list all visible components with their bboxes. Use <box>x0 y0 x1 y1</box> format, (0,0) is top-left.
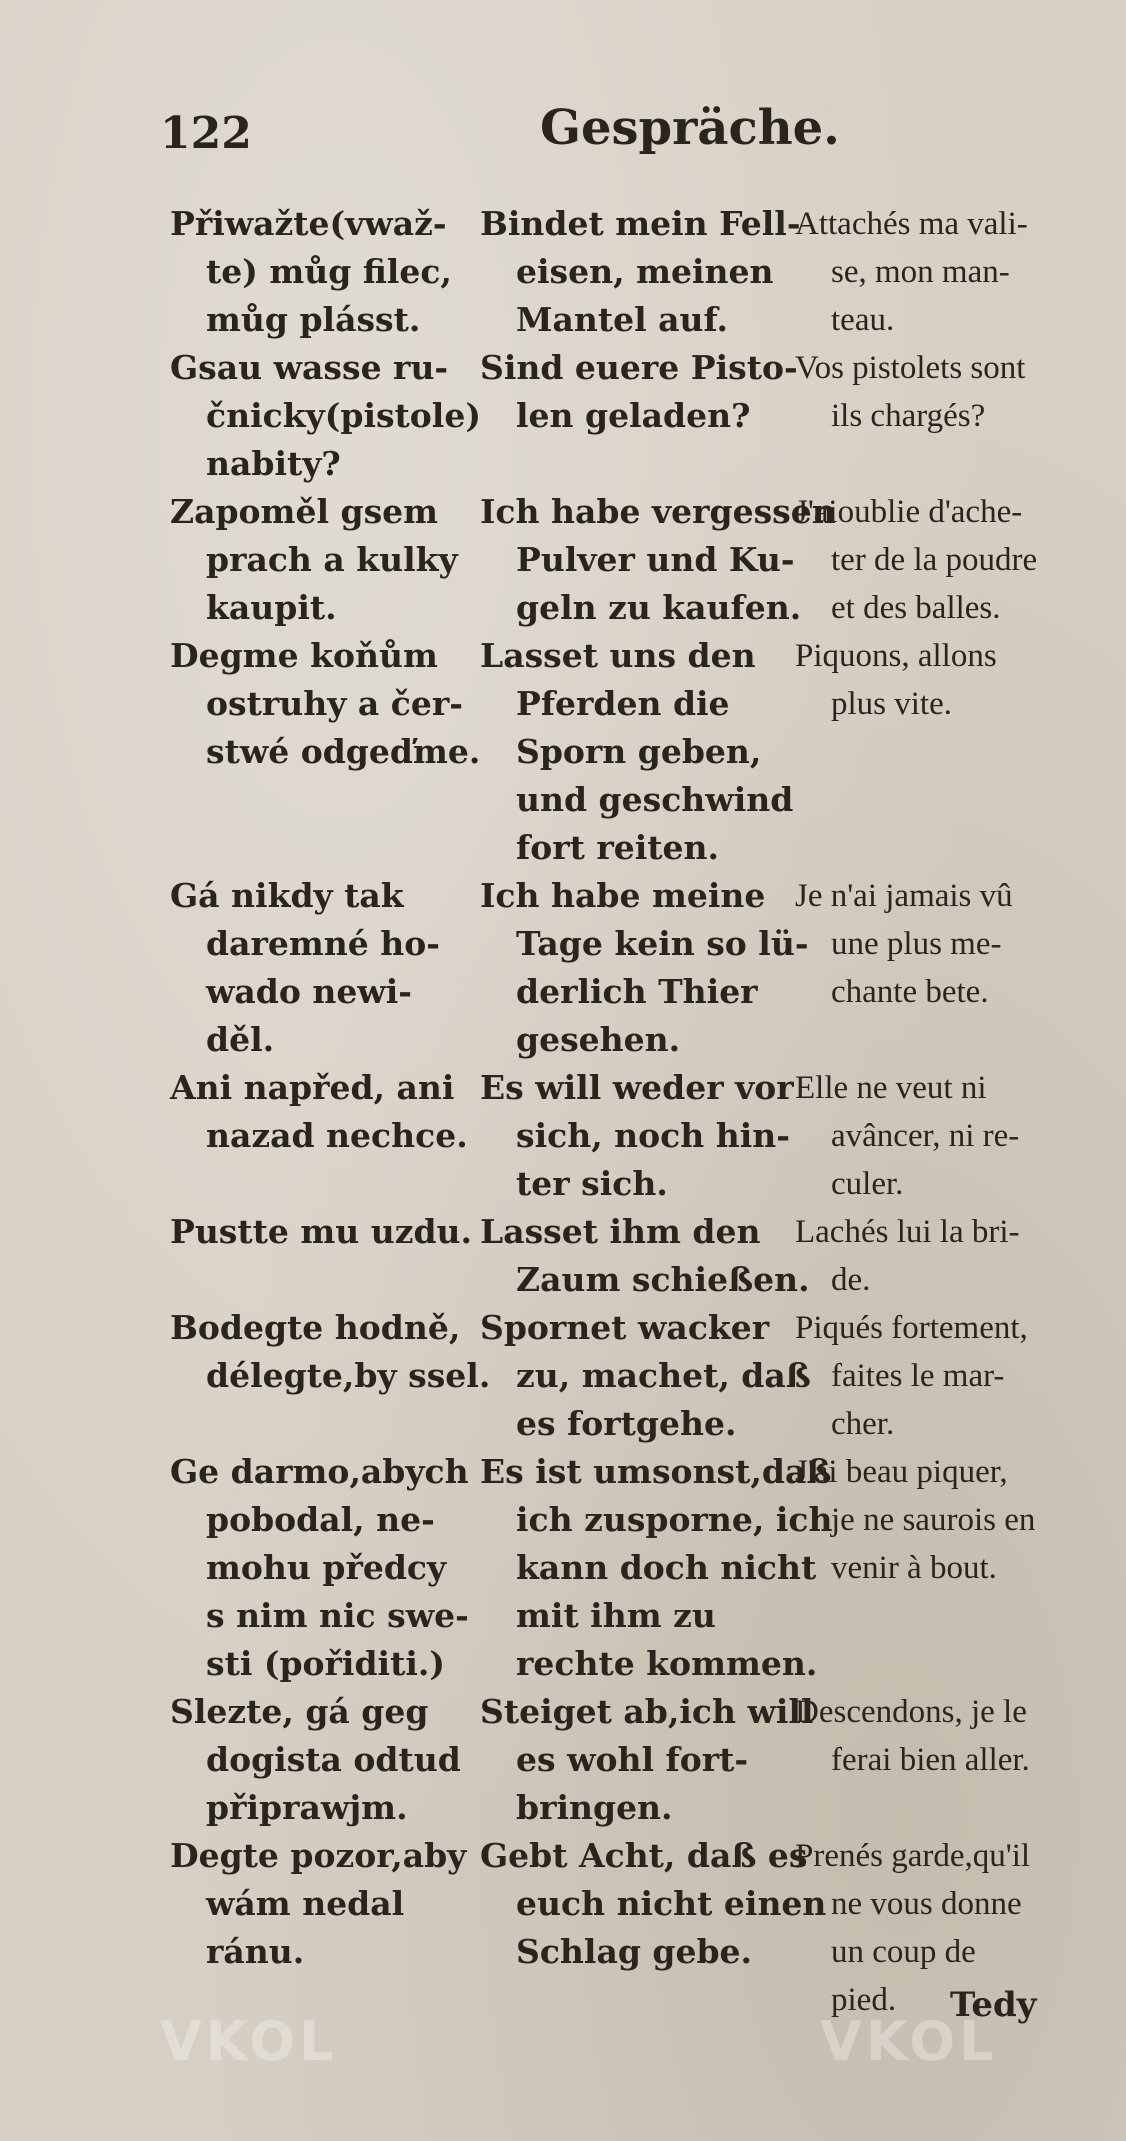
phrase-row <box>170 200 1100 344</box>
french-text-line: une plus me- <box>831 926 1002 962</box>
phrase-row <box>170 344 1100 488</box>
page-header <box>0 100 1126 170</box>
czech-text-line: daremné ho- <box>206 924 440 963</box>
phrase-row <box>170 872 1100 1064</box>
catchword: Tedy <box>950 1985 1037 2025</box>
german-text-column <box>480 1448 833 1688</box>
german-text-column <box>480 1304 811 1448</box>
czech-text-line: připrawjm. <box>206 1788 408 1827</box>
german-text-line: Zaum schießen. <box>516 1260 810 1299</box>
german-text-line: ich zusporne, ich <box>516 1500 833 1539</box>
german-text-line: Sind euere Pisto- <box>480 348 798 387</box>
phrase-row <box>170 1208 1100 1304</box>
czech-text-column <box>170 872 480 1064</box>
library-watermark: VKOL <box>820 2010 998 2073</box>
czech-text-column <box>170 1208 480 1304</box>
german-text-line: Gebt Acht, daß es <box>480 1836 808 1875</box>
french-text-line: Attachés ma vali- <box>795 206 1028 242</box>
phrase-row <box>170 488 1100 632</box>
german-text-line: euch nicht einen <box>516 1884 827 1923</box>
czech-text-line: kaupit. <box>206 588 337 627</box>
czech-text-column <box>170 1448 480 1688</box>
czech-text-line: te) můg filec, <box>206 252 452 291</box>
czech-text-line: sti (pořiditi.) <box>206 1644 445 1683</box>
czech-text-line: Ani napřed, ani <box>170 1068 455 1107</box>
czech-text-line: děl. <box>206 1020 275 1059</box>
french-text-line: avâncer, ni re- <box>831 1118 1020 1154</box>
german-text-line: ter sich. <box>516 1164 668 1203</box>
german-text-line: Sporn geben, <box>516 732 762 771</box>
czech-text-line: čnicky(pistole) <box>206 396 481 435</box>
french-text-line: ne vous donne <box>831 1886 1022 1922</box>
french-text-column <box>795 1448 1100 1688</box>
french-text-line: se, mon man- <box>831 254 1010 290</box>
czech-text-line: Bodegte hodně, <box>170 1308 461 1347</box>
german-text-line: Schlag gebe. <box>516 1932 753 1971</box>
german-text-line: Es will weder vor <box>480 1068 794 1107</box>
french-text-column <box>795 488 1100 632</box>
german-text-line: Bindet mein Fell- <box>480 204 801 243</box>
czech-text-line: wám nedal <box>206 1884 405 1923</box>
phrase-row <box>170 1448 1100 1688</box>
german-text-line: sich, noch hin- <box>516 1116 790 1155</box>
czech-text-column <box>170 1064 480 1208</box>
french-text-line: teau. <box>831 302 895 338</box>
czech-text-line: můg plásst. <box>206 300 421 339</box>
french-text-line: et des balles. <box>831 590 1001 626</box>
french-text-line: Piquons, allons <box>795 638 997 674</box>
czech-text-line: mohu předcy <box>206 1548 447 1587</box>
czech-text-line: Gsau wasse ru- <box>170 348 449 387</box>
french-text-line: faites le mar- <box>831 1358 1005 1394</box>
german-text-column <box>480 200 801 344</box>
czech-text-line: pobodal, ne- <box>206 1500 435 1539</box>
french-text-line: ter de la poudre <box>831 542 1038 578</box>
czech-text-line: prach a kulky <box>206 540 458 579</box>
phrase-row <box>170 1304 1100 1448</box>
german-text-column <box>480 488 836 632</box>
german-text-column <box>480 1208 810 1304</box>
french-text-line: Vos pistolets sont <box>795 350 1026 386</box>
german-text-line: derlich Thier <box>516 972 758 1011</box>
czech-text-line: Slezte, gá geg <box>170 1692 429 1731</box>
czech-text-line: stwé odgeďme. <box>206 732 481 771</box>
french-text-line: ferai bien aller. <box>831 1742 1030 1778</box>
german-text-column <box>480 1688 814 1832</box>
czech-text-line: délegte,by ssel. <box>206 1356 491 1395</box>
french-text-line: pied. <box>831 1982 897 2018</box>
french-text-column <box>795 632 1100 872</box>
french-text-line: cher. <box>831 1406 895 1442</box>
german-text-column <box>480 872 809 1064</box>
french-text-line: je ne saurois en <box>831 1502 1036 1538</box>
french-text-line: Elle ne veut ni <box>795 1070 987 1106</box>
german-text-column <box>480 1832 827 2024</box>
french-text-line: J'aioublie d'ache- <box>795 494 1023 530</box>
german-text-line: Pferden die <box>516 684 730 723</box>
czech-text-line: nabity? <box>206 444 341 483</box>
czech-text-line: Ge darmo,abych <box>170 1452 469 1491</box>
german-text-line: Lasset uns den <box>480 636 756 675</box>
czech-text-column <box>170 1304 491 1448</box>
german-text-line: Steiget ab,ich will <box>480 1692 814 1731</box>
german-text-line: Tage kein so lü- <box>516 924 809 963</box>
french-text-column <box>795 1688 1100 1832</box>
french-text-line: plus vite. <box>831 686 952 722</box>
czech-text-column <box>170 344 480 488</box>
french-text-column <box>795 872 1100 1064</box>
phrasebook-table <box>170 200 1100 2024</box>
german-text-line: eisen, meinen <box>516 252 774 291</box>
french-text-column <box>795 1832 1100 2024</box>
french-text-line: Je n'ai jamais vû <box>795 878 1013 914</box>
german-text-line: Spornet wacker <box>480 1308 770 1347</box>
german-text-line: geln zu kaufen. <box>516 588 802 627</box>
library-watermark: VKOL <box>160 2010 338 2073</box>
german-text-column <box>480 344 798 488</box>
czech-text-line: Zapoměl gsem <box>170 492 439 531</box>
phrase-row <box>170 632 1100 872</box>
french-text-line: Piqués fortement, <box>795 1310 1028 1346</box>
german-text-line: Es ist umsonst,daß <box>480 1452 832 1491</box>
czech-text-line: Gá nikdy tak <box>170 876 404 915</box>
page-number: 122 <box>160 108 252 159</box>
running-head: Gespräche. <box>540 100 840 156</box>
czech-text-line: s nim nic swe- <box>206 1596 469 1635</box>
german-text-line: rechte kommen. <box>516 1644 818 1683</box>
french-text-line: un coup de <box>831 1934 976 1970</box>
french-text-line: venir à bout. <box>831 1550 997 1586</box>
czech-text-line: Degte pozor,aby <box>170 1836 467 1875</box>
german-text-line: es wohl fort- <box>516 1740 749 1779</box>
czech-text-line: ostruhy a čer- <box>206 684 463 723</box>
german-text-line: Mantel auf. <box>516 300 729 339</box>
french-text-line: de. <box>831 1262 871 1298</box>
czech-text-line: Přiwažte(vwaž- <box>170 204 447 243</box>
german-text-line: gesehen. <box>516 1020 681 1059</box>
german-text-line: es fortgehe. <box>516 1404 737 1443</box>
phrase-row <box>170 1064 1100 1208</box>
french-text-line: chante bete. <box>831 974 989 1010</box>
czech-text-line: wado newi- <box>206 972 412 1011</box>
german-text-line: Pulver und Ku- <box>516 540 795 579</box>
german-text-line: fort reiten. <box>516 828 719 867</box>
french-text-line: Prenés garde,qu'il <box>795 1838 1031 1874</box>
german-text-line: Lasset ihm den <box>480 1212 761 1251</box>
french-text-line: Lachés lui la bri- <box>795 1214 1020 1250</box>
czech-text-column <box>170 200 480 344</box>
german-text-line: Ich habe vergessen <box>480 492 836 531</box>
french-text-line: ils chargés? <box>831 398 986 434</box>
french-text-column <box>795 200 1100 344</box>
czech-text-line: nazad nechce. <box>206 1116 468 1155</box>
czech-text-line: Pustte mu uzdu. <box>170 1212 473 1251</box>
czech-text-line: Degme koňům <box>170 636 438 675</box>
phrase-row <box>170 1688 1100 1832</box>
czech-text-column <box>170 1832 480 2024</box>
czech-text-column <box>170 1688 480 1832</box>
german-text-line: kann doch nicht <box>516 1548 817 1587</box>
german-text-line: bringen. <box>516 1788 673 1827</box>
german-text-line: len geladen? <box>516 396 751 435</box>
german-text-column <box>480 632 795 872</box>
german-text-line: zu, machet, daß <box>516 1356 811 1395</box>
german-text-line: und geschwind <box>516 780 794 819</box>
french-text-column <box>795 1304 1100 1448</box>
french-text-column <box>795 1064 1100 1208</box>
czech-text-column <box>170 632 480 872</box>
czech-text-line: ránu. <box>206 1932 305 1971</box>
german-text-line: Ich habe meine <box>480 876 766 915</box>
french-text-column <box>795 344 1100 488</box>
french-text-line: J'ai beau piquer, <box>795 1454 1008 1490</box>
czech-text-line: dogista odtud <box>206 1740 461 1779</box>
french-text-column <box>795 1208 1100 1304</box>
french-text-line: Descendons, je le <box>795 1694 1027 1730</box>
french-text-line: culer. <box>831 1166 904 1202</box>
german-text-column <box>480 1064 795 1208</box>
german-text-line: mit ihm zu <box>516 1596 716 1635</box>
czech-text-column <box>170 488 480 632</box>
